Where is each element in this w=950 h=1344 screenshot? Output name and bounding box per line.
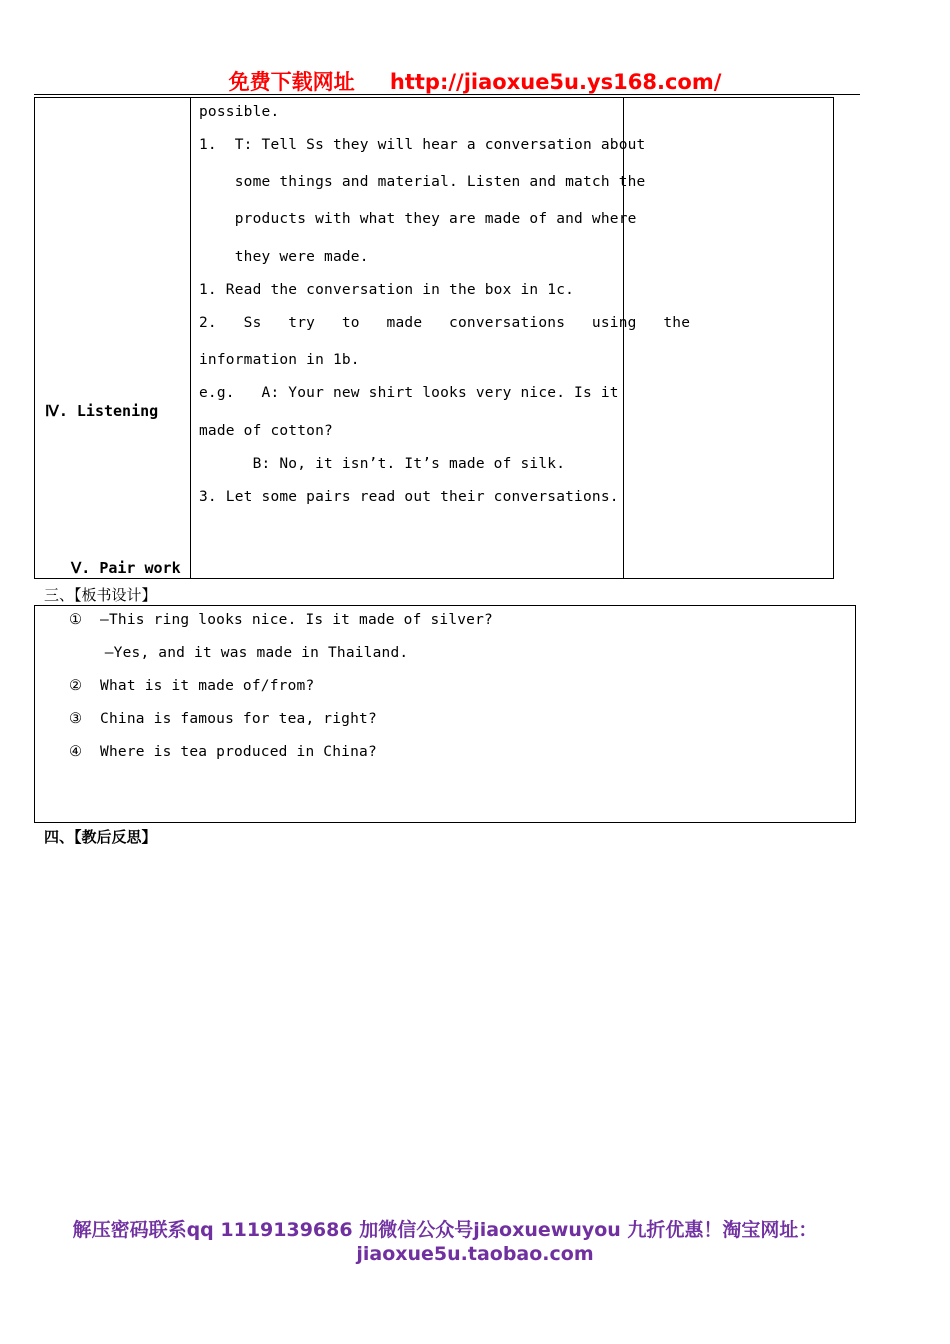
step-line: made of cotton? <box>199 423 333 439</box>
stage-pairwork-label: Ⅴ. Pair work <box>71 559 181 577</box>
stage-listening-label: Ⅳ. Listening <box>45 402 159 420</box>
header-url[interactable]: http://jiaoxue5u.ys168.com/ <box>389 70 722 94</box>
step-line: B: No, it isn’t. It’s made of silk. <box>199 456 566 472</box>
step-line: possible. <box>199 104 280 120</box>
step-line: information in 1b. <box>199 352 360 368</box>
footer-line-1: 解压密码联系qq 1119139686 加微信公众号jiaoxuewuyou 九折优惠！淘宝网址： <box>72 1219 818 1241</box>
page-header <box>0 66 950 96</box>
header-label: 免费下载网址 <box>228 70 355 94</box>
board-line: ② What is it made of/from? <box>69 678 315 694</box>
step-line: products with what they are made of and where <box>199 211 637 227</box>
step-line: 1. Read the conversation in the box in 1c. <box>199 282 575 298</box>
column-divider <box>623 98 624 578</box>
step-line: some things and material. Listen and match the <box>199 174 646 190</box>
lesson-steps-table <box>34 97 834 579</box>
board-line: ③ China is famous for tea, right? <box>69 711 377 727</box>
reflection-heading: 四、【教后反思】 <box>44 828 157 846</box>
step-line: they were made. <box>199 249 369 265</box>
step-line: 2. Ss try to made conversations using the <box>199 315 691 331</box>
board-design-heading: 三、【板书设计】 <box>44 586 157 604</box>
column-divider <box>190 98 191 578</box>
board-line: —Yes, and it was made in Thailand. <box>69 645 409 661</box>
board-line: ④ Where is tea produced in China? <box>69 744 377 760</box>
board-design-box <box>34 605 856 823</box>
footer-contact <box>0 1218 950 1266</box>
step-line: e.g. A: Your new shirt looks very nice. Is it <box>199 385 619 401</box>
step-line: 3. Let some pairs read out their conversations. <box>199 489 619 505</box>
step-line: 1. T: Tell Ss they will hear a conversation about <box>199 137 646 153</box>
board-line: ① —This ring looks nice. Is it made of silver? <box>69 612 493 628</box>
footer-taobao-link[interactable]: jiaoxue5u.taobao.com <box>356 1243 594 1265</box>
header-rule <box>34 94 860 95</box>
